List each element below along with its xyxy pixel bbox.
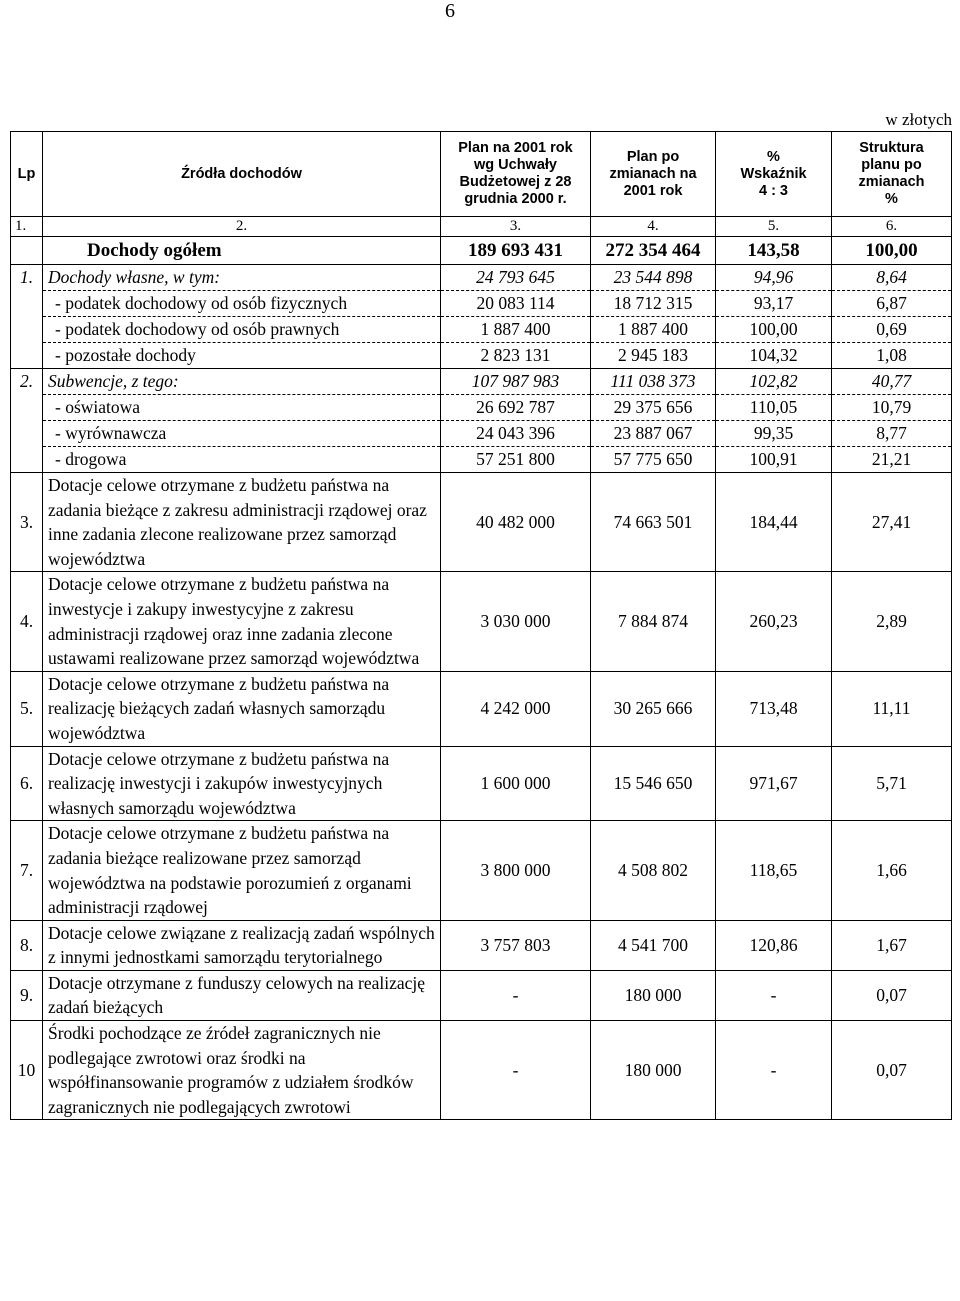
row-index: 184,44 [716,473,832,572]
table-row [11,746,952,821]
row-plan: 40 482 000 [441,473,591,572]
row-share: 0,69 [832,317,952,343]
row-label: Dotacje celowe otrzymane z budżetu państwa na realizację inwestycji i zakupów inwestycyjnych własnych samorządu województwa [43,746,441,821]
row-index: 110,05 [716,395,832,421]
table-row [11,421,952,447]
row-number: 3. [11,473,43,572]
row-after: 1 887 400 [591,317,716,343]
revenue-table [10,131,952,1120]
header-structure-line: % [885,191,898,207]
row-index: - [716,970,832,1020]
row-after: 29 375 656 [591,395,716,421]
row-plan: 3 757 803 [441,920,591,970]
row-index: 93,17 [716,291,832,317]
row-label: Subwencje, z tego: [43,369,441,395]
row-number: 1. [11,265,43,369]
page-number: 6 [445,0,455,22]
row-plan: 26 692 787 [441,395,591,421]
header-plan-after-line: zmianach na [609,165,697,182]
total-index: 143,58 [716,237,832,265]
table-row [11,317,952,343]
header-plan-resolution-line: Plan na 2001 rok [458,140,573,156]
total-label: Dochody ogółem [43,237,441,265]
table-row [11,395,952,421]
row-plan: 24 043 396 [441,421,591,447]
col-number: 4. [591,217,716,237]
row-share: 11,11 [832,671,952,746]
header-index [716,132,832,217]
total-share: 100,00 [832,237,952,265]
row-label: - wyrównawcza [43,421,441,447]
row-label: - podatek dochodowy od osób fizycznych [43,291,441,317]
table-row [11,291,952,317]
row-number: 4. [11,572,43,671]
row-share: 1,08 [832,343,952,369]
header-plan-after-line: Plan po [626,148,680,165]
table-row [11,369,952,395]
row-plan: 1 600 000 [441,746,591,821]
row-label: Dotacje celowe otrzymane z budżetu państwa na zadania bieżące z zakresu administracji rządowej oraz inne zadania zlecone realizowane przez samorząd województwa [43,473,441,572]
row-plan: 3 030 000 [441,572,591,671]
row-number: 5. [11,671,43,746]
row-label: Dotacje otrzymane z funduszy celowych na realizację zadań bieżących [43,970,441,1020]
table-row [11,343,952,369]
row-after: 74 663 501 [591,473,716,572]
row-label: Środki pochodzące ze źródeł zagranicznych nie podlegające zwrotowi oraz środki na współfinansowanie programów z udziałem środków zagranicznych nie podlegających zwrotowi [43,1021,441,1120]
row-after: 2 945 183 [591,343,716,369]
row-number: 2. [11,369,43,473]
col-number: 6. [832,217,952,237]
row-plan: 24 793 645 [441,265,591,291]
header-structure-line: Struktura [859,140,924,156]
row-index: 100,00 [716,317,832,343]
row-after: 7 884 874 [591,572,716,671]
header-structure [832,132,952,217]
table-row [11,821,952,920]
row-plan: - [441,970,591,1020]
row-index: 99,35 [716,421,832,447]
row-index: 102,82 [716,369,832,395]
row-share: 21,21 [832,447,952,473]
row-after: 4 541 700 [591,920,716,970]
row-after: 4 508 802 [591,821,716,920]
table-row [11,920,952,970]
header-plan-resolution-line: wg Uchwały [474,157,557,173]
row-label: - drogowa [43,447,441,473]
header-plan-after-line: 2001 rok [623,182,683,199]
header-structure-line: planu po [861,157,922,173]
row-plan: 57 251 800 [441,447,591,473]
row-share: 27,41 [832,473,952,572]
row-label: Dotacje celowe związane z realizacją zadań wspólnych z innymi jednostkami samorządu terytorialnego [43,920,441,970]
table-row [11,970,952,1020]
row-index: 118,65 [716,821,832,920]
row-index: 120,86 [716,920,832,970]
table-row [11,1021,952,1120]
row-after: 180 000 [591,970,716,1020]
row-label: - oświatowa [43,395,441,421]
row-plan: - [441,1021,591,1120]
row-share: 6,87 [832,291,952,317]
header-index-line: % [767,148,780,165]
row-share: 2,89 [832,572,952,671]
col-number: 3. [441,217,591,237]
row-share: 8,64 [832,265,952,291]
unit-note: w złotych [885,110,952,129]
row-after: 57 775 650 [591,447,716,473]
row-share: 1,66 [832,821,952,920]
row-label: Dotacje celowe otrzymane z budżetu państwa na inwestycje i zakupy inwestycyjne z zakresu administracji rządowej oraz inne zadania zlecone ustawami realizowane przez samorząd województwa [43,572,441,671]
header-source: Źródła dochodów [43,132,441,217]
row-number: 7. [11,821,43,920]
row-share: 0,07 [832,970,952,1020]
row-label: Dotacje celowe otrzymane z budżetu państwa na realizację bieżących zadań własnych samorządu województwa [43,671,441,746]
row-after: 15 546 650 [591,746,716,821]
row-after: 180 000 [591,1021,716,1120]
row-after: 18 712 315 [591,291,716,317]
row-label: - pozostałe dochody [43,343,441,369]
col-number: 2. [43,217,441,237]
row-after: 23 544 898 [591,265,716,291]
row-share: 8,77 [832,421,952,447]
row-plan: 107 987 983 [441,369,591,395]
header-plan-resolution [441,132,591,217]
row-share: 0,07 [832,1021,952,1120]
table-row [11,447,952,473]
row-after: 30 265 666 [591,671,716,746]
table-row [11,671,952,746]
row-index: 713,48 [716,671,832,746]
total-after: 272 354 464 [591,237,716,265]
col-number: 1. [11,217,43,237]
row-number: 10 [11,1021,43,1120]
row-number: 8. [11,920,43,970]
col-number: 5. [716,217,832,237]
row-number: 6. [11,746,43,821]
header-structure-line: zmianach [858,174,925,190]
row-share: 40,77 [832,369,952,395]
header-index-line: 4 : 3 [758,182,788,199]
table-row [11,473,952,572]
row-share: 10,79 [832,395,952,421]
row-plan: 3 800 000 [441,821,591,920]
row-index: 971,67 [716,746,832,821]
row-plan: 1 887 400 [441,317,591,343]
row-share: 1,67 [832,920,952,970]
row-after: 23 887 067 [591,421,716,447]
row-index: 94,96 [716,265,832,291]
row-index: 104,32 [716,343,832,369]
header-plan-resolution-line: grudnia 2000 r. [464,191,567,207]
row-label: Dochody własne, w tym: [43,265,441,291]
header-index-line: Wskaźnik [740,165,807,182]
row-label: - podatek dochodowy od osób prawnych [43,317,441,343]
row-share: 5,71 [832,746,952,821]
total-row [11,237,952,265]
row-plan: 2 823 131 [441,343,591,369]
row-index: 100,91 [716,447,832,473]
row-plan: 4 242 000 [441,671,591,746]
table-row [11,265,952,291]
header-lp: Lp [11,132,43,217]
row-plan: 20 083 114 [441,291,591,317]
row-index: 260,23 [716,572,832,671]
row-label: Dotacje celowe otrzymane z budżetu państwa na zadania bieżące realizowane przez samorząd województwa na podstawie porozumień z organami administracji rządowej [43,821,441,920]
header-plan-after [591,132,716,217]
row-number: 9. [11,970,43,1020]
table-row [11,572,952,671]
header-plan-resolution-line: Budżetowej z 28 [459,174,572,190]
total-plan: 189 693 431 [441,237,591,265]
row-after: 111 038 373 [591,369,716,395]
row-index: - [716,1021,832,1120]
